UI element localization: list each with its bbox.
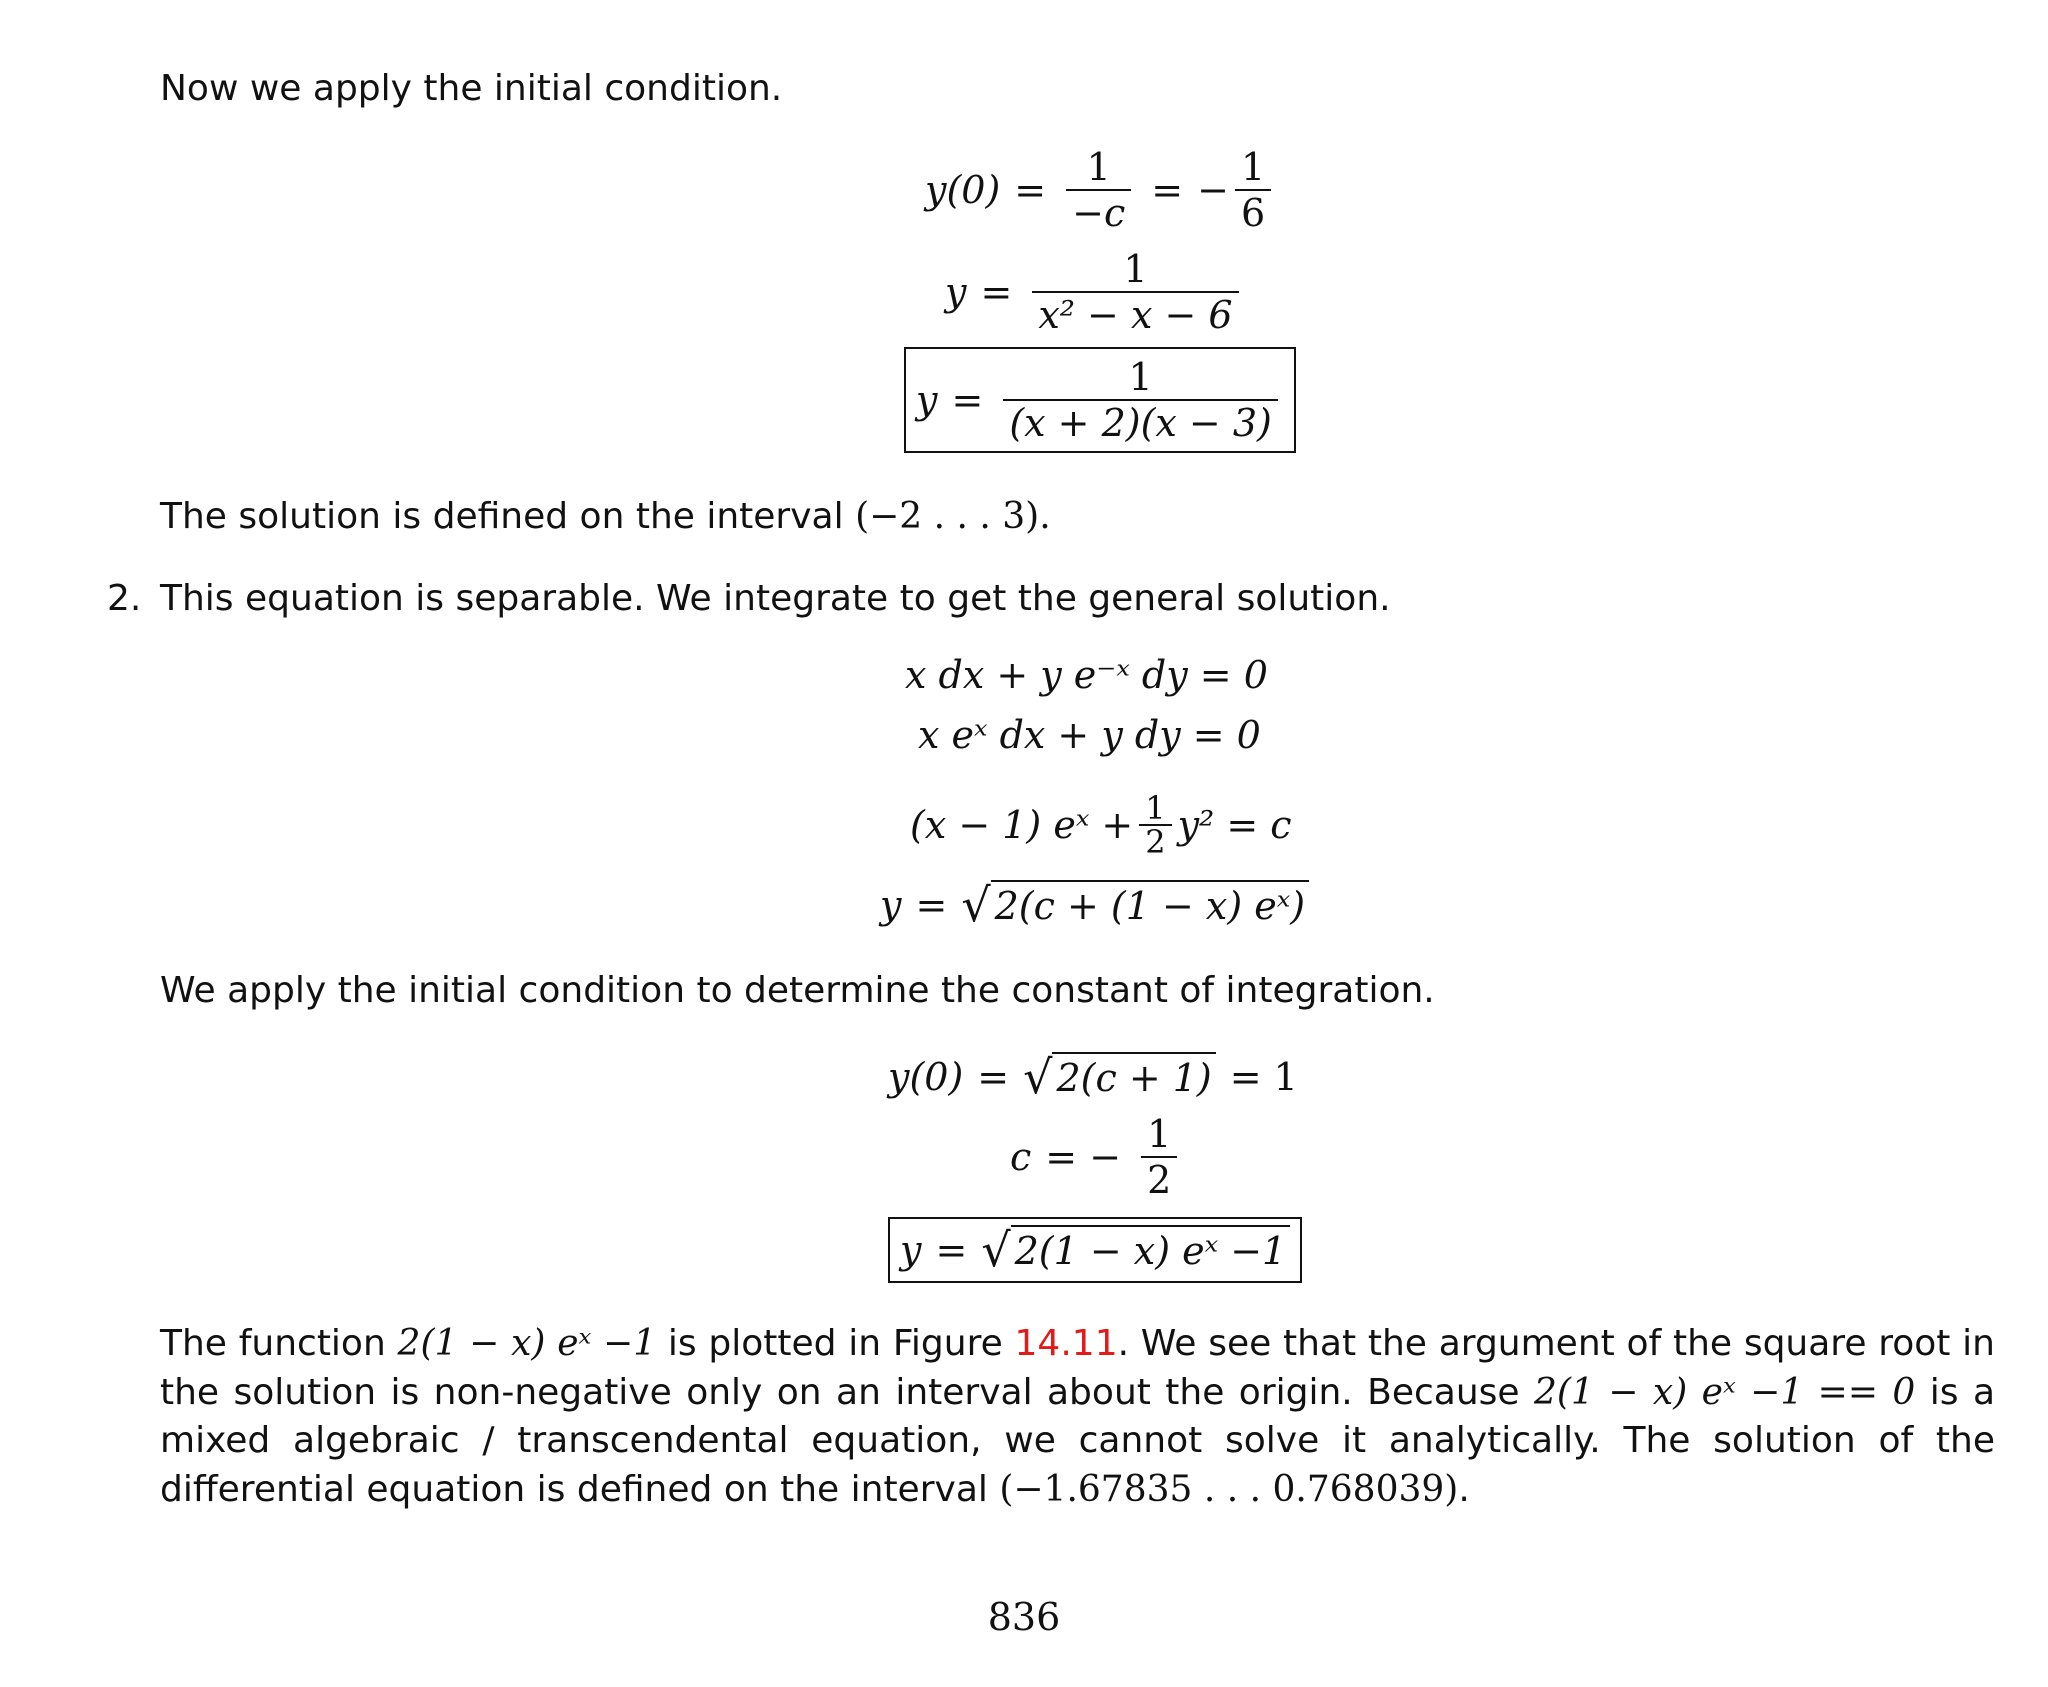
fraction-numerator: 1 <box>1123 247 1148 291</box>
equation-lhs: y <box>900 1228 922 1272</box>
fraction <box>1066 145 1131 235</box>
fraction <box>1141 1112 1177 1202</box>
fraction-denominator: 6 <box>1235 189 1271 235</box>
equation-relation: = <box>935 1228 968 1272</box>
square-root <box>1023 1052 1216 1102</box>
result-box <box>904 347 1296 453</box>
equation-integrated <box>910 780 1292 870</box>
fraction-numerator: 1 <box>1128 355 1153 399</box>
equation-general-solution <box>880 870 1309 940</box>
fraction <box>1032 247 1238 337</box>
figure-reference-link[interactable]: 14.11 <box>1014 1323 1118 1364</box>
fraction-numerator: 1 <box>1240 145 1266 189</box>
equation-multiplied: x eˣ dx + y dy = 0 <box>918 713 1261 757</box>
fraction <box>1235 145 1271 235</box>
fraction-denominator: (x + 2)(x − 3) <box>1003 399 1278 445</box>
square-root <box>961 880 1309 930</box>
equation-lhs: y <box>880 883 902 927</box>
equation-lhs: y <box>916 378 938 422</box>
fraction-denominator: x² − x − 6 <box>1032 291 1238 337</box>
page-number: 836 <box>987 1595 1061 1639</box>
equation-differential: x dx + y e⁻ˣ dy = 0 <box>905 653 1268 697</box>
radicand: 2(c + (1 − x) eˣ) <box>991 880 1309 930</box>
radicand: 2(c + 1) <box>1052 1052 1215 1102</box>
interval-label: The solution is defined on the interval <box>160 496 844 537</box>
radical-sign: √ <box>981 1223 1011 1277</box>
item2-text: This equation is separable. We integrate to get the general solution. <box>160 578 1391 619</box>
text-run: is a mixed algebraic / transcendental equation, we cannot solve it analytically. The solution of the differential equation is defined on the interval <box>160 1371 1996 1510</box>
equation-lhs: y <box>945 270 967 314</box>
radical-sign: √ <box>1023 1050 1053 1104</box>
equation-relation: = <box>1151 168 1184 212</box>
equation-lhs: y(0) <box>888 1055 964 1099</box>
equation-constant <box>1010 1112 1183 1202</box>
fraction <box>1139 789 1171 861</box>
fraction-denominator: 2 <box>1139 824 1171 858</box>
fraction-denominator: −c <box>1066 189 1131 235</box>
equation-right-part: y² = c <box>1177 803 1292 847</box>
apply-condition-text: We apply the initial condition to determine the constant of integration. <box>160 970 1435 1011</box>
equation-relation: = <box>980 270 1013 314</box>
equation-initial-value <box>925 145 1277 235</box>
final-paragraph <box>160 1320 1995 1514</box>
equation-lhs: y(0) <box>925 168 1001 212</box>
fraction <box>1003 355 1278 445</box>
fraction-numerator: 1 <box>1086 145 1111 189</box>
minus-sign: − <box>1197 168 1229 212</box>
text-run: . We see that the argument of the square root in the solution is non-negative only on an interval about the origin. Because <box>160 1323 1995 1413</box>
intro-text: Now we apply the initial condition. <box>160 68 783 109</box>
equation-relation: = <box>1014 168 1047 212</box>
fraction-denominator: 2 <box>1141 1156 1177 1202</box>
text-run: The function <box>160 1323 386 1364</box>
equation-relation: = − <box>1045 1135 1122 1179</box>
boxed-result-2 <box>888 1210 1302 1290</box>
equation-initial-sqrt <box>888 1042 1298 1112</box>
inline-math: (−1.67835 . . . 0.768039) <box>999 1468 1459 1510</box>
result-box <box>888 1217 1302 1283</box>
fraction-numerator: 1 <box>1145 789 1166 827</box>
square-root <box>981 1225 1290 1275</box>
text-run: . <box>1458 1468 1470 1510</box>
equation-quadratic-solution <box>945 247 1245 337</box>
equation-left-part: (x − 1) eˣ + <box>910 803 1134 847</box>
item-number: 2. <box>107 578 142 619</box>
equation-relation: = <box>915 883 948 927</box>
inline-math: 2(1 − x) eˣ −1 <box>397 1323 657 1364</box>
fraction-numerator: 1 <box>1147 1112 1172 1156</box>
text-run: is plotted in Figure <box>667 1323 1003 1364</box>
equation-rhs: = 1 <box>1229 1055 1298 1099</box>
interval-sentence-1 <box>160 492 1995 541</box>
inline-math: 2(1 − x) eˣ −1 == 0 <box>1534 1371 1916 1413</box>
boxed-result-1 <box>904 345 1296 455</box>
radicand: 2(1 − x) eˣ −1 <box>1011 1225 1291 1275</box>
equation-relation: = <box>977 1055 1010 1099</box>
equation-lhs: c <box>1010 1135 1032 1179</box>
radical-sign: √ <box>961 878 991 932</box>
interval-value: (−2 . . . 3). <box>855 496 1051 537</box>
equation-relation: = <box>951 378 984 422</box>
